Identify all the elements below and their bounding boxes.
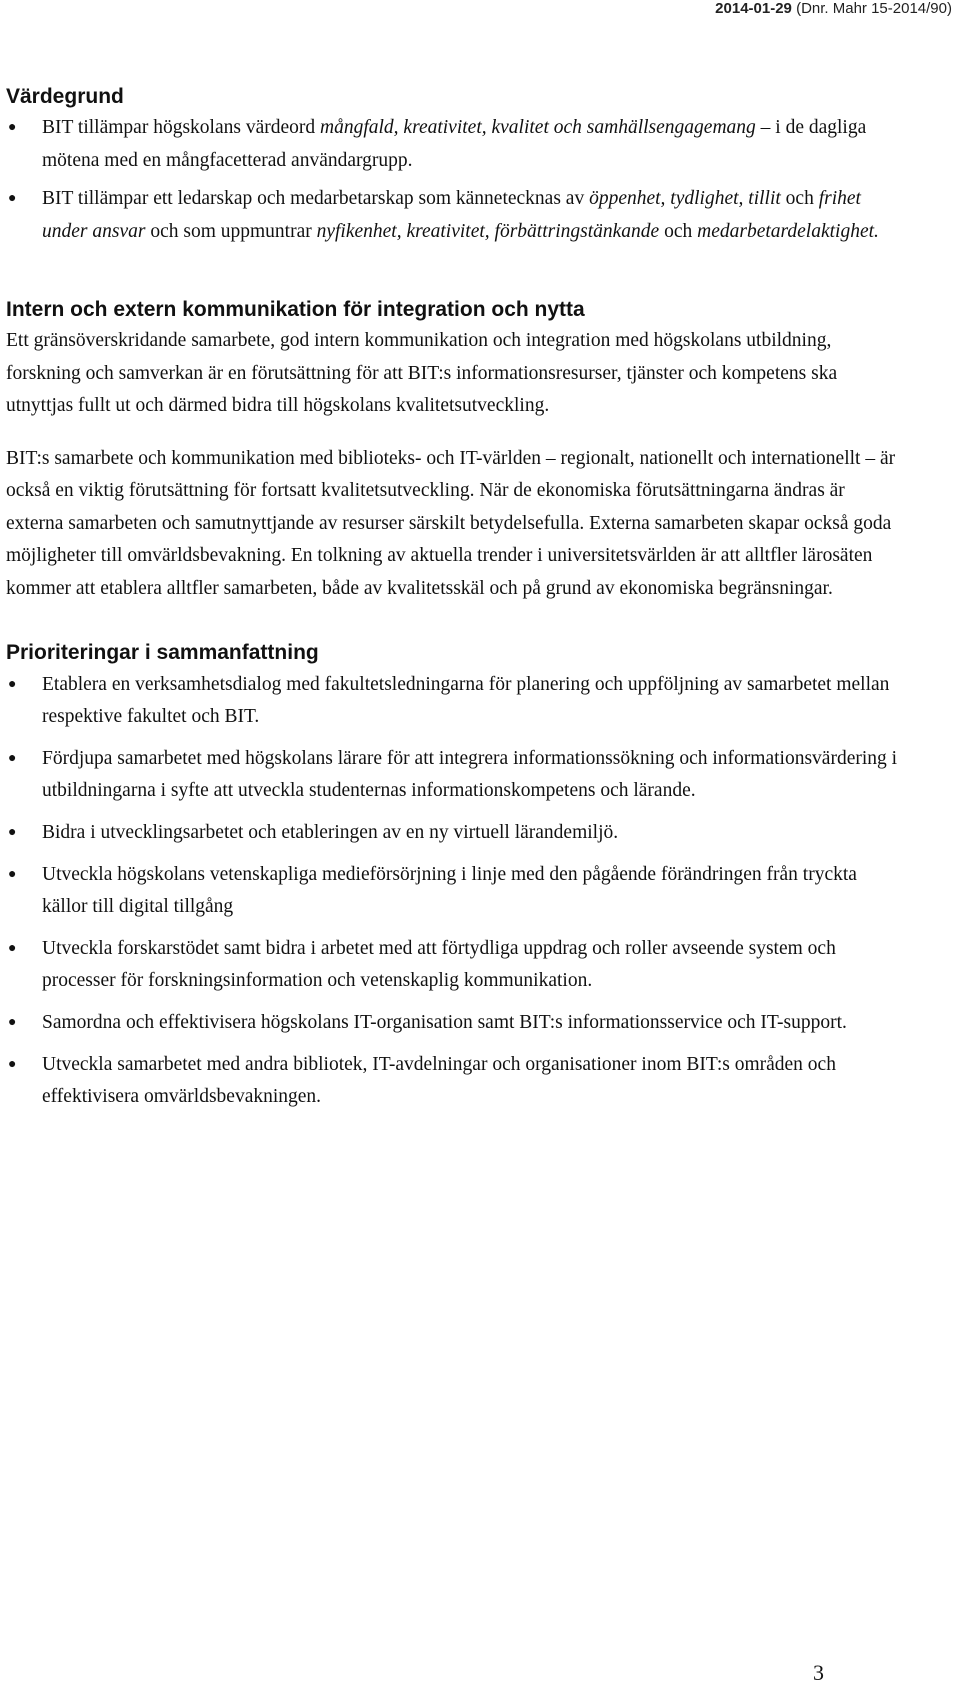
list-item <box>6 817 906 849</box>
list-item-text: Utveckla forskarstödet samt bidra i arbetet med att förtydliga uppdrag och roller avseende system och processer för forskningsinformation och vetenskaplig kommunikation. <box>42 938 836 991</box>
priorities-heading: Prioriteringar i sammanfattning <box>6 641 319 664</box>
text-run: och som uppmuntrar <box>145 220 317 242</box>
bullet-icon: ● <box>8 941 17 956</box>
header-reference: (Dnr. Mahr 15-2014/90) <box>796 0 952 17</box>
emphasis-text: mångfald, kreativitet, kvalitet och samhällsengagemang <box>320 117 756 138</box>
list-item-text: Utveckla högskolans vetenskapliga medieförsörjning i linje med den pågående förändringen från tryckta källor till digital tillgång <box>42 864 857 917</box>
communication-paragraph-1: Ett gränsöverskridande samarbete, god intern kommunikation och integration med högskolans utbildning, forskning och samverkan är en förutsättning för att BIT:s informationsresurser, tjänster och kompetens ska utnyttjas fullt ut och därmed bidra till högskolans kvalitetsutveckling. <box>6 330 838 416</box>
list-item-text: Etablera en verksamhetsdialog med fakultetsledningarna för planering och uppföljning av samarbetet mellan respektive fakultet och BIT. <box>42 674 890 727</box>
bullet-icon: ● <box>8 677 17 692</box>
list-item-text: Samordna och effektivisera högskolans IT-organisation samt BIT:s informationsservice och IT-support. <box>42 1012 847 1033</box>
header-date: 2014-01-29 <box>715 0 792 17</box>
page-number: 3 <box>813 1660 824 1685</box>
communication-paragraph-2: BIT:s samarbete och kommunikation med biblioteks- och IT-världen – regionalt, nationellt och internationellt – är också en viktig förutsättning för fortsatt kvalitetsutveckling. När de ekonomiska förutsättningarna ändras är externa samarbeten och samutnyttjande av resurser särskilt betydelsefulla. Externa samarbeten skapar också goda möjligheter till omvärldsbevakning. En tolkning av aktuella trender i universitetsvärlden är att alltfler lärosäten kommer att etablera alltfler samarbeten, både av kvalitetsskäl och på grund av ekonomiska begränsningar. <box>6 447 896 599</box>
values-heading: Värdegrund <box>6 85 124 108</box>
bullet-icon: ● <box>8 825 17 840</box>
document-header <box>715 0 952 17</box>
text-run: – i de dagliga mötena med en mångfacetterad användargrupp. <box>42 117 867 171</box>
text-run: och <box>780 188 819 209</box>
bullet-icon: ● <box>8 1015 17 1030</box>
list-item-text: Utveckla samarbetet med andra bibliotek, IT-avdelningar och organisationer inom BIT:s områden och effektivisera omvärldsbevakningen. <box>42 1054 836 1107</box>
list-item <box>6 112 906 177</box>
list-item <box>6 743 906 807</box>
bullet-icon: ● <box>8 120 17 135</box>
bullet-icon: ● <box>8 751 17 766</box>
bullet-icon: ● <box>8 1057 17 1072</box>
list-item-text: Fördjupa samarbetet med högskolans lärare för att integrera informationssökning och informationsvärdering i utbildningarna i syfte att utveckla studenternas informationskompetens och lärande. <box>42 748 898 801</box>
list-item <box>6 183 906 248</box>
text-run: BIT tillämpar ett ledarskap och medarbetarskap som kännetecknas av <box>42 188 590 209</box>
priorities-list <box>6 669 906 1113</box>
values-list <box>6 112 906 248</box>
bullet-icon: ● <box>8 867 17 882</box>
emphasis-text: medarbetardelaktighet. <box>697 220 879 242</box>
text-run: och <box>659 220 698 242</box>
list-item <box>6 933 906 997</box>
list-item <box>6 859 906 923</box>
list-item <box>6 1007 906 1039</box>
emphasis-text: frihet under ansvar <box>42 188 861 242</box>
list-item <box>6 669 906 733</box>
document-page <box>6 83 906 1113</box>
emphasis-text: öppenhet, tydlighet, tillit <box>589 188 781 209</box>
list-item-text: Bidra i utvecklingsarbetet och etableringen av en ny virtuell lärandemiljö. <box>42 822 619 843</box>
bullet-icon: ● <box>8 191 17 206</box>
text-run: BIT tillämpar högskolans värdeord <box>42 117 320 138</box>
list-item <box>6 1049 906 1113</box>
emphasis-text: nyfikenhet, kreativitet, förbättringstänkande <box>316 220 660 242</box>
communication-heading: Intern och extern kommunikation för integration och nytta <box>6 298 585 321</box>
